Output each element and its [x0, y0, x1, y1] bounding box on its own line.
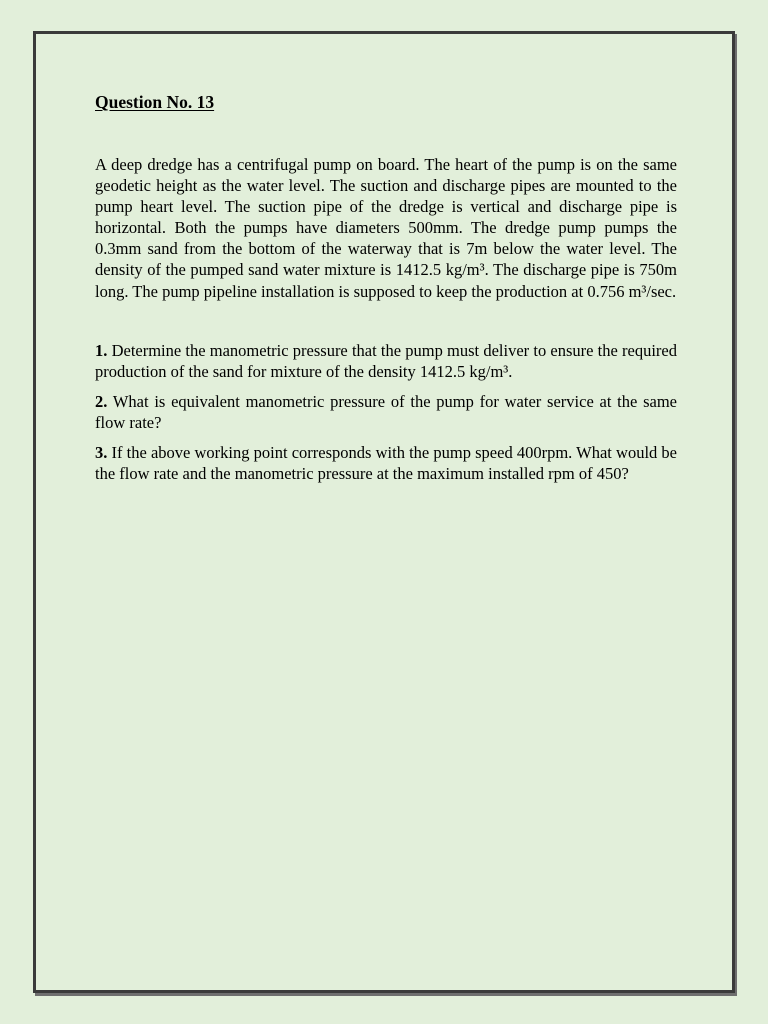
- question-title: Question No. 13: [95, 92, 215, 112]
- question-number: 3.: [95, 443, 108, 463]
- document-body: [95, 90, 677, 484]
- question-number: 1.: [95, 340, 108, 360]
- question-text: If the above working point corresponds with the pump speed 400rpm. What would be the flow rate and the manometric pressure at the maximum installed rpm of 450?: [95, 443, 678, 484]
- problem-statement: A deep dredge has a centrifugal pump on board. The heart of the pump is on the same geodetic height as the water level. The suction and discharge pipes are mounted to the pump heart level. The suction pipe of the dredge is vertical and discharge pipe is horizontal. Both the pumps have diameters 500mm. The dredge pump pumps the 0.3mm sand from the bottom of the waterway that is 7m below the water level. The density of the pumped sand water mixture is 1412.5 kg/m³. The discharge pipe is 750m long. The pump pipeline installation is supposed to keep the production at 0.756 m³/sec.: [95, 155, 677, 301]
- page-frame: [33, 31, 735, 993]
- question-number: 2.: [95, 391, 108, 411]
- question-item-3: [95, 442, 677, 484]
- question-item-1: [95, 340, 677, 382]
- question-text: Determine the manometric pressure that the pump must deliver to ensure the required production of the sand for mixture of the density 1412.5 kg/m³.: [95, 340, 677, 381]
- question-item-2: [95, 391, 677, 433]
- question-text: What is equivalent manometric pressure of the pump for water service at the same flow rate?: [95, 391, 678, 432]
